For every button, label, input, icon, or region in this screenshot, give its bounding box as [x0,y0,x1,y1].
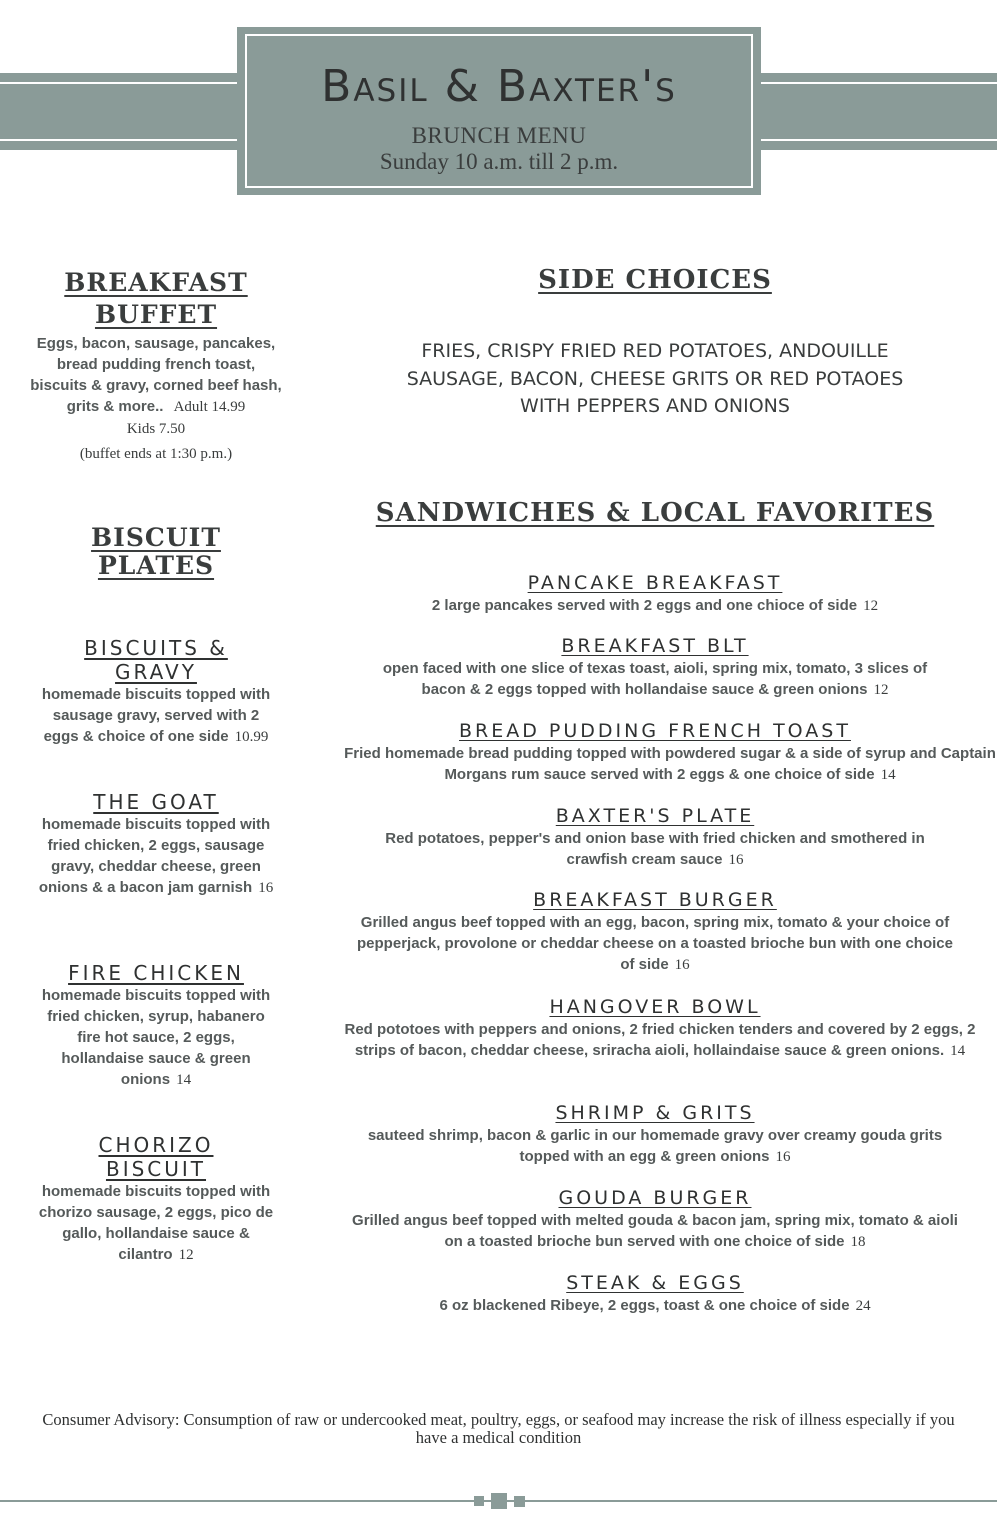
title-box-inner [245,34,753,188]
side-choices-list: FRIES, CRISPY FRIED RED POTATOES, ANDOUILLE SAUSAGE, BACON, CHEESE GRITS OR RED POTAOES WITH PEPPERS AND ONIONS [406,340,904,417]
menu-hours: Sunday 10 a.m. till 2 p.m. [379,149,619,174]
side-choices-heading: SIDE CHOICES [538,265,772,295]
item-price: 16 [258,880,274,896]
menu-item [0,790,312,899]
menu-item [0,1133,312,1266]
buffet-note-line [0,443,312,465]
item-name: BAXTER'S PLATE [555,805,755,827]
item-description: homemade biscuits topped with sausage gravy, served with 2 eggs & choice of one side 10.99 [41,686,271,745]
item-description: sauteed shrimp, bacon & garlic in our homemade gravy over creamy gouda grits topped with an egg & green onions 16 [367,1127,943,1165]
item-description: Red potatoes, pepper's and onion base with fried chicken and smothered in crawfish cream sauce 16 [385,830,925,868]
item-description: Grilled angus beef topped with an egg, bacon, spring mix, tomato & your choice of pepperjack, provolone or cheddar cheese on a toasted brioche bun with one choice of side 16 [357,914,953,973]
breakfast-buffet-description: Eggs, bacon, sausage, pancakes, bread pudding french toast, biscuits & gravy, corned beef hash, grits & more.. Adult 14.99 [30,335,282,415]
menu-item [330,888,980,976]
biscuit-plates-heading: BISCUIT PLATES [91,523,221,580]
item-name: BREAKFAST BLT [561,635,749,657]
item-name: BISCUITS & GRAVY [84,636,228,684]
item-description: 2 large pancakes served with 2 eggs and one chioce of side 12 [431,597,879,614]
restaurant-name: Basil & Baxter's [321,61,677,112]
item-name: HANGOVER BOWL [549,996,761,1018]
item-description: Red pototoes with peppers and onions, 2 fried chicken tenders and covered by 2 eggs, 2 strips of bacon, cheddar cheese, sriracha aioli, hollaindaise sauce & green onions. 14 [344,1021,976,1059]
menu-item [330,804,980,871]
kids-price-line [0,418,312,440]
item-description: 6 oz blackened Ribeye, 2 eggs, toast & one choice of side 24 [439,1297,871,1314]
item-description: homemade biscuits topped with fried chicken, 2 eggs, sausage gravy, cheddar cheese, green onions & a bacon jam garnish 16 [38,816,274,896]
item-name: SHRIMP & GRITS [555,1102,755,1124]
item-price: 16 [674,957,690,973]
item-price: 16 [775,1149,791,1165]
menu-item [330,571,980,617]
item-name: PANCAKE BREAKFAST [527,572,783,594]
menu-item [0,636,312,748]
kids-price: Kids 7.50 [126,421,186,437]
item-price: 14 [880,767,896,783]
item-name: BREAKFAST BURGER [533,889,777,911]
item-name: STEAK & EGGS [566,1272,744,1294]
menu-item [330,719,996,786]
item-price: 12 [873,682,889,698]
item-name: FIRE CHICKEN [68,961,244,985]
sandwiches-heading: SANDWICHES & LOCAL FAVORITES [375,498,935,528]
title-box [237,27,761,195]
menu-item [0,961,312,1091]
menu-item [330,1101,980,1168]
ornament-square-center [491,1493,507,1509]
item-name: THE GOAT [93,790,219,814]
adult-price: Adult 14.99 [173,399,246,415]
item-name: GOUDA BURGER [558,1187,752,1209]
item-description: homemade biscuits topped with fried chicken, syrup, habanero fire hot sauce, 2 eggs, hollandaise sauce & green onions 14 [41,987,271,1088]
item-price: 12 [178,1247,194,1263]
ornament-square-left [474,1496,484,1506]
item-price: 10.99 [234,729,269,745]
breakfast-buffet-section [0,267,312,465]
menu-item [330,995,980,1062]
menu-subtitle: BRUNCH MENU [411,123,587,148]
item-price: 24 [855,1298,871,1314]
item-name: BREAD PUDDING FRENCH TOAST [459,720,851,742]
item-price: 12 [863,598,879,614]
consumer-advisory: Consumer Advisory: Consumption of raw or undercooked meat, poultry, eggs, or seafood may increase the risk of illness especially if you have a medical condition [42,1410,955,1447]
item-name: CHORIZO BISCUIT [98,1133,214,1181]
biscuit-plates-section [0,524,312,580]
item-description: Fried homemade bread pudding topped with powdered sugar & a side of syrup and Captain Morgans rum sauce served with 2 eggs & one choice of side 14 [344,745,996,783]
item-price: 18 [850,1234,866,1250]
menu-item [330,1186,980,1253]
item-description: Grilled angus beef topped with melted gouda & bacon jam, spring mix, tomato & aioli on a toasted brioche bun served with one choice of side 18 [352,1212,958,1250]
item-description: homemade biscuits topped with chorizo sausage, 2 eggs, pico de gallo, hollandaise sauce & cilantro 12 [38,1183,274,1263]
ornament-square-right [514,1496,525,1507]
item-description: open faced with one slice of texas toast, aioli, spring mix, tomato, 3 slices of bacon & 2 eggs topped with hollandaise sauce & green onions 12 [382,660,928,698]
item-price: 14 [176,1072,192,1088]
item-price: 14 [950,1043,966,1059]
menu-item [330,1271,980,1317]
menu-item [330,634,980,701]
buffet-end-note: (buffet ends at 1:30 p.m.) [79,446,233,462]
item-price: 16 [728,852,744,868]
breakfast-buffet-heading: BREAKFAST BUFFET [64,268,248,329]
